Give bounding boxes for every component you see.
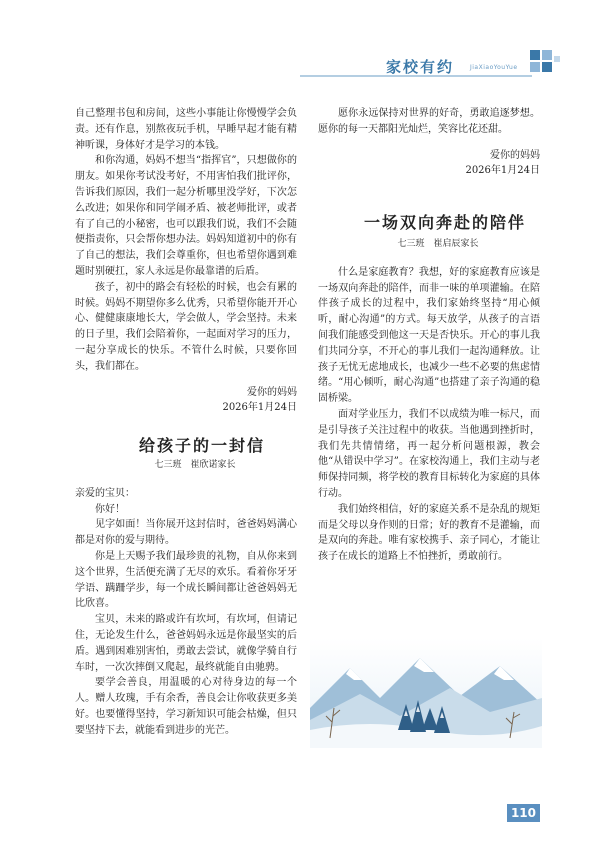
paragraph: 愿你永远保持对世界的好奇，勇敢追逐梦想。愿你的每一天都阳光灿烂，笑容比花还甜。: [318, 108, 540, 135]
date: 2026年1月24日: [465, 165, 540, 177]
hello: 你好！: [95, 503, 125, 515]
winter-landscape-illustration: [310, 638, 542, 748]
letter-byline: 七三班 崔欣诺家长: [154, 459, 236, 470]
paragraph: 孩子，初中的路会有轻松的时候，也会有累的时候。妈妈不期望你多么优秀，只希望你能开开心心、健健康康地长大，学会做人，学会坚持。未来的日子里，我们会陪着你，一起面对学习的压力，一起分享成长的快乐。不管什么时候，只要你回头，我们都在。: [75, 281, 297, 372]
page-number: 110: [507, 804, 540, 822]
signature: 爱你的妈妈: [247, 386, 297, 398]
left-column: [75, 106, 297, 738]
article-title: 一场双向奔赴的陪伴: [363, 213, 526, 233]
paragraph: 什么是家庭教育？我想，好的家庭教育应该是一场双向奔赴的陪伴，而非一味的单项灌输。在陪伴孩子成长的过程中，我们家始终坚持“用心倾听，耐心沟通”的方式。每天放学，从孩子的言语间我们能感受到他这一天是否快乐。开心的事儿我们共同分享，不开心的事儿我们一起沟通释放。让孩子无忧无虑地成长，也减少一些不必要的焦虑情绪。“用心倾听，耐心沟通”也搭建了亲子沟通的稳固桥梁。: [318, 266, 540, 405]
paragraph: 和你沟通，妈妈不想当“指挥官”，只想做你的朋友。如果你考试没考好，不用害怕我们批评你，告诉我们原因，我们一起分析哪里没学好，下次怎么改进；如果你和同学闹矛盾、被老师批评，或者有了自己的小秘密，也可以跟我们说，我们不会随便指责你，只会帮你想办法。妈妈知道初中的你有了自己的想法，我们会尊重你，但也希望你遇到难题时别硬扛，家人永远是你最靠谱的后盾。: [75, 155, 297, 277]
paragraph: 见字如面！当你展开这封信时，爸爸妈妈满心都是对你的爱与期待。: [75, 519, 297, 547]
article-byline: 七三班 崔启辰家长: [397, 238, 479, 249]
greeting: 亲爱的宝贝：: [75, 487, 135, 499]
paragraph: 你是上天赐予我们最珍贵的礼物，自从你来到这个世界，生活便充满了无尽的欢乐。看着你牙牙学语、蹒跚学步，每一个成长瞬间都让爸爸妈妈无比欣喜。: [75, 550, 297, 610]
date: 2026年1月24日: [222, 402, 297, 414]
paragraph: 自己整理书包和房间，这些小事能让你慢慢学会负责。还有作息，别熬夜玩手机，早睡早起才能有精神听课，身体好才是学习的本钱。: [75, 108, 297, 151]
header-decoration: [0, 0, 600, 100]
right-column: [318, 106, 540, 565]
signature: 爱你的妈妈: [490, 149, 540, 161]
section-title: 家校有约: [386, 58, 455, 76]
paragraph: 宝贝，未来的路或许有坎坷，有坎坷，但请记住，无论发生什么，爸爸妈妈永远是你最坚实的后盾。遇到困难别害怕，勇敢去尝试，就像学骑自行车时，一次次摔倒又爬起，最终就能自由驰骋。: [75, 614, 297, 673]
page-header: [0, 0, 600, 100]
letter-title: 给孩子的一封信: [138, 436, 265, 456]
paragraph: 要学会善良，用温暖的心对待身边的每一个人。赠人玫瑰，手有余香，善良会让你收获更多美好。也要懂得坚持，学习新知识可能会枯燥，但只要坚持下去，就能看到进步的光芒。: [75, 677, 297, 736]
section-subtitle: JiaXiaoYouYue: [470, 64, 518, 71]
paragraph: 面对学业压力，我们不以成绩为唯一标尺，而是引导孩子关注过程中的收获。当他遇到挫折时，我们先共情情绪，再一起分析问题根源，教会他“从错误中学习”。在家校沟通上，我们主动与老师保持同频，将学校的教育目标转化为家庭的具体行动。: [318, 408, 540, 499]
paragraph: 我们始终相信，好的家庭关系不是杂乱的规矩而是父母以身作则的日常；好的教育不是灌输，而是双向的奔赴。唯有家校携手、亲子同心，才能让孩子在成长的道路上不怕挫折，勇敢前行。: [318, 503, 540, 563]
